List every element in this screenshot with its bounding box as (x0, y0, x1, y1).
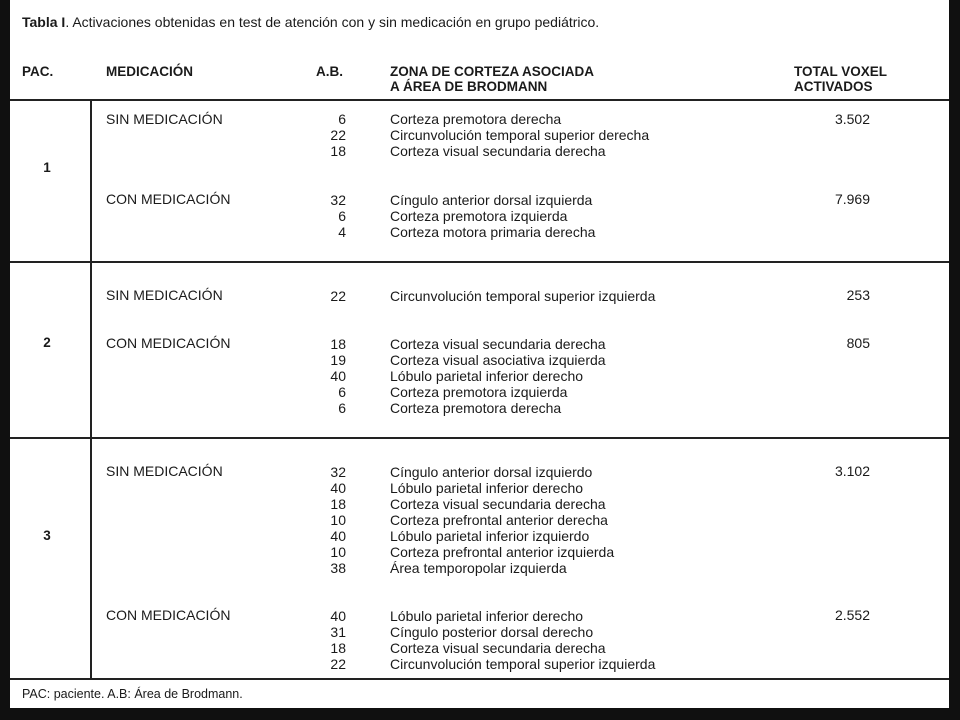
brodmann-area: 40 (330, 368, 346, 384)
cortex-zone: Cíngulo anterior dorsal izquierda (390, 192, 593, 208)
brodmann-area: 32 (330, 464, 346, 480)
medication-label: CON MEDICACIÓN (106, 191, 231, 207)
zona-list (390, 336, 606, 416)
table-title-label: Tabla I (22, 14, 66, 30)
header-ab: A.B. (316, 64, 343, 79)
cortex-zone: Lóbulo parietal inferior izquierdo (390, 528, 590, 544)
cortex-zone: Corteza premotora izquierda (390, 208, 568, 224)
brodmann-list (310, 288, 346, 304)
patient-id: 3 (43, 528, 51, 543)
header-divider (10, 99, 949, 101)
cortex-zone: Circunvolución temporal superior izquierda (390, 656, 656, 672)
brodmann-list (310, 608, 346, 672)
header-total (794, 64, 887, 94)
brodmann-area: 22 (330, 656, 346, 672)
header-medicacion: MEDICACIÓN (106, 64, 193, 79)
brodmann-area: 10 (330, 544, 346, 560)
zona-list (390, 288, 655, 304)
footer-divider (10, 678, 949, 680)
total-voxel: 3.102 (834, 463, 870, 479)
patient-id: 1 (43, 160, 51, 175)
cortex-zone: Cíngulo anterior dorsal izquierdo (390, 464, 593, 480)
brodmann-area: 19 (330, 352, 346, 368)
medication-label: CON MEDICACIÓN (106, 335, 231, 351)
brodmann-area: 31 (330, 624, 346, 640)
cortex-zone: Corteza premotora izquierda (390, 384, 568, 400)
medication-label: SIN MEDICACIÓN (106, 111, 223, 127)
cortex-zone: Corteza visual asociativa izquierda (390, 352, 606, 368)
cortex-zone: Lóbulo parietal inferior derecho (390, 368, 584, 384)
total-voxel: 7.969 (834, 191, 870, 207)
zona-list (390, 192, 595, 240)
brodmann-area: 40 (330, 608, 346, 624)
column-divider (90, 99, 92, 678)
total-voxel: 3.502 (834, 111, 870, 127)
cortex-zone: Circunvolución temporal superior izquierda (390, 288, 656, 304)
brodmann-area: 18 (330, 496, 346, 512)
brodmann-area: 40 (330, 480, 346, 496)
cortex-zone: Corteza premotora derecha (390, 400, 562, 416)
brodmann-area: 32 (330, 192, 346, 208)
patient-divider (10, 261, 949, 263)
cortex-zone: Corteza prefrontal anterior derecha (390, 512, 608, 528)
brodmann-area: 6 (338, 384, 346, 400)
cortex-zone: Corteza prefrontal anterior izquierda (390, 544, 615, 560)
cortex-zone: Corteza visual secundaria derecha (390, 143, 606, 159)
brodmann-area: 6 (338, 400, 346, 416)
brodmann-list (310, 192, 346, 240)
cortex-zone: Lóbulo parietal inferior derecho (390, 480, 584, 496)
header-total-line2: ACTIVADOS (794, 79, 873, 94)
brodmann-area: 18 (330, 143, 346, 159)
cortex-zone: Corteza premotora derecha (390, 111, 562, 127)
patient-divider (10, 437, 949, 439)
cortex-zone: Corteza motora primaria derecha (390, 224, 596, 240)
table-title (22, 14, 599, 30)
total-voxel: 2.552 (834, 607, 870, 623)
brodmann-area: 22 (330, 127, 346, 143)
total-voxel: 805 (846, 335, 870, 351)
cortex-zone: Corteza visual secundaria derecha (390, 640, 606, 656)
brodmann-area: 18 (330, 336, 346, 352)
brodmann-area: 10 (330, 512, 346, 528)
table-document (10, 0, 949, 708)
brodmann-area: 6 (338, 111, 346, 127)
brodmann-list (310, 111, 346, 159)
brodmann-list (310, 336, 346, 416)
patient-id: 2 (43, 335, 51, 350)
header-zona (390, 64, 594, 94)
zona-list (390, 464, 614, 576)
cortex-zone: Área temporopolar izquierda (390, 560, 567, 576)
medication-label: SIN MEDICACIÓN (106, 463, 223, 479)
header-zona-line1: ZONA DE CORTEZA ASOCIADA (390, 64, 594, 79)
cortex-zone: Corteza visual secundaria derecha (390, 496, 606, 512)
zona-list (390, 608, 655, 672)
cortex-zone: Corteza visual secundaria derecha (390, 336, 606, 352)
medication-label: SIN MEDICACIÓN (106, 287, 223, 303)
brodmann-list (310, 464, 346, 576)
header-zona-line2: A ÁREA DE BRODMANN (390, 79, 548, 94)
cortex-zone: Cíngulo posterior dorsal derecho (390, 624, 594, 640)
brodmann-area: 40 (330, 528, 346, 544)
brodmann-area: 38 (330, 560, 346, 576)
cortex-zone: Circunvolución temporal superior derecha (390, 127, 650, 143)
brodmann-area: 6 (338, 208, 346, 224)
header-pac: PAC. (22, 64, 54, 79)
zona-list (390, 111, 649, 159)
brodmann-area: 22 (330, 288, 346, 304)
brodmann-area: 4 (338, 224, 346, 240)
cortex-zone: Lóbulo parietal inferior derecho (390, 608, 584, 624)
brodmann-area: 18 (330, 640, 346, 656)
medication-label: CON MEDICACIÓN (106, 607, 231, 623)
footnote: PAC: paciente. A.B: Área de Brodmann. (22, 687, 243, 701)
table-title-text: . Activaciones obtenidas en test de atención con y sin medicación en grupo pediátrico. (65, 14, 600, 30)
total-voxel: 253 (846, 287, 870, 303)
header-total-line1: TOTAL VOXEL (794, 64, 888, 79)
